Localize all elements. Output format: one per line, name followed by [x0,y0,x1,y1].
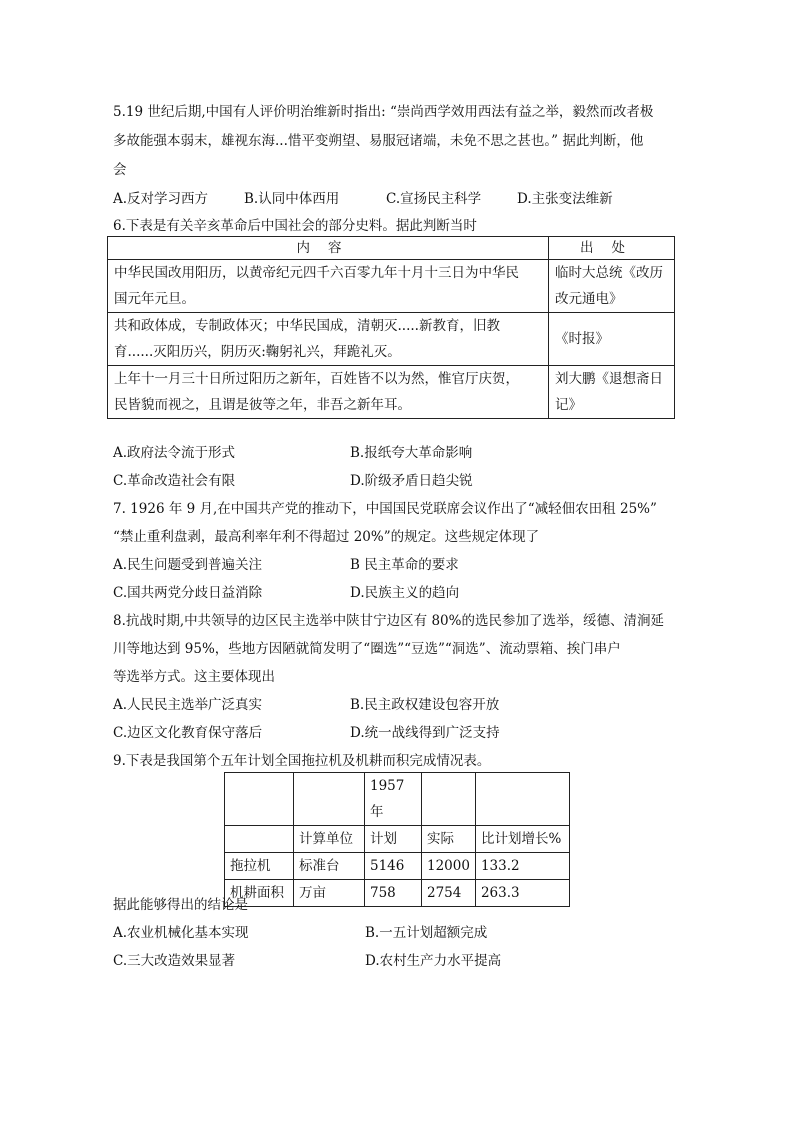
q6-row2-content-line2: 育......灭阳历兴，阴历灭:鞠躬礼兴，拜跪礼灭。 [114,344,401,360]
q9-row2-actual: 2754 [422,880,476,907]
q9-row1-item: 拖拉机 [225,853,294,880]
q6-row3-content-line2: 民皆貌而视之，且谓是彼等之年，非吾之新年耳。 [114,397,411,413]
q8-stem-line1: 8.抗战时期,中共领导的边区民主选举中陕甘宁边区有 80%的选民参加了选举，绥德、清涧延 [113,613,664,629]
table-row [225,853,570,880]
q9-option-d: D.农村生产力水平提高 [365,953,502,969]
q6-option-a: A.政府法令流于形式 [113,445,236,461]
q9-year-label: 1957 年 [365,773,422,826]
q9-stem: 9.下表是我国第个五年计划全国拖拉机及机耕而积完成情况表。 [113,753,491,769]
q9-year-blank2 [294,773,365,826]
q7-stem-line1: 7. 1926 年 9 月,在中国共产党的推动下，中国国民党联席会议作出了“减轻佃农田租 25%” [113,501,657,517]
q8-stem-line3: 等选举方式。这主要体现出 [113,669,275,685]
q6-row2-source [549,313,675,366]
q6-row3-content [108,366,549,419]
q6-row1-source-line1: 临时大总统《改历 [555,265,663,281]
q6-row1-content [108,260,549,313]
q5-option-d: D.主张变法维新 [517,191,613,207]
q5-option-c: C.宣扬民主科学 [386,191,482,207]
q6-row1-source [549,260,675,313]
q6-header-content: 内容 [108,237,549,260]
q5-stem-line2: 多故能强本弱末，雄视东海...惜平变朔望、易服冠诸端，未免不思之甚也。” 据此判断，他 [113,133,644,149]
q6-row3-source-line2: 记》 [555,397,582,413]
q6-source-table [107,236,675,419]
q6-row3-source [549,366,675,419]
q8-stem-line2: 川等地达到 95%，些地方因陋就简发明了“圈选”“豆选”“洞选”、流动票箱、挨门串户 [113,641,621,657]
q7-option-c: C.国共两党分歧日益消除 [113,585,263,601]
q5-stem-line1: 5.19 世纪后期,中国有人评价明治维新时指出: “崇尚西学效用西法有益之举，毅然而改者极 [113,104,654,120]
q7-option-b: B 民主革命的要求 [350,557,459,573]
q8-option-a: A.人民民主选举广泛真实 [113,697,263,713]
q9-option-c: C.三大改造效果显著 [113,953,236,969]
q6-table-header [108,237,675,260]
q8-option-b: B.民主政权建设包容开放 [350,697,500,713]
q9-option-b: B.一五计划超额完成 [365,925,488,941]
q6-row2-content-line1: 共和政体成，专制政体灭；中华民国成，清朝灭.....新教育，旧教 [114,318,500,334]
q9-row2-growth: 263.3 [475,880,569,907]
q9-header-blank [225,826,294,853]
q7-option-d: D.民族主义的趋向 [350,585,460,601]
q7-stem-line2: “禁止重利盘剥，最高利率年利不得超过 20%”的规定。这些规定体现了 [113,529,540,545]
q8-option-c: C.边区文化教育保守落后 [113,725,263,741]
q9-header-unit: 计算单位 [294,826,365,853]
q9-year-blank3 [422,773,476,826]
q6-row1-source-line2: 改元通电》 [555,291,623,307]
table-row [108,260,675,313]
q6-row1-content-line2: 国元年元旦。 [114,291,195,307]
q9-row1-unit: 标准台 [294,853,365,880]
q9-table-header [225,826,570,853]
q6-row2-source-line1: 《时报》 [555,331,609,347]
q9-table-year-row [225,773,570,826]
q7-option-a: A.民生问题受到普遍关注 [113,557,263,573]
q9-tractor-table [224,772,570,907]
q6-row3-source-line1: 刘大鹏《退想斋日 [555,371,663,387]
q6-row3-content-line1: 上年十一月三十日所过阳历之新年，百姓皆不以为然，惟官厅庆贺， [114,371,519,387]
q5-option-a: A.反对学习西方 [113,191,209,207]
q9-row2-plan: 758 [365,880,422,907]
q9-row2-item: 机耕面积 [225,880,294,907]
q9-year-blank1 [225,773,294,826]
q6-option-b: B.报纸夸大革命影响 [350,445,473,461]
q9-option-a: A.农业机械化基本实现 [113,925,249,941]
table-row [225,880,570,907]
q6-stem: 6.下表是有关辛亥革命后中国社会的部分史料。据此判断当时 [113,218,477,234]
q6-row1-content-line1: 中华民国改用阳历，以黄帝纪元四千六百零九年十月十三日为中华民 [114,265,519,281]
table-row [108,366,675,419]
q6-header-source: 出处 [549,237,675,260]
q9-header-growth: 比计划增长% [475,826,569,853]
q9-conclusion: 据此能够得出的结论是 [113,897,248,913]
q9-row1-growth: 133.2 [475,853,569,880]
q5-option-b: B.认同中体西用 [244,191,340,207]
q9-header-plan: 计划 [365,826,422,853]
q6-option-c: C.革命改造社会有限 [113,473,236,489]
q9-row2-unit: 万亩 [294,880,365,907]
q9-row1-actual: 12000 [422,853,476,880]
q9-row1-plan: 5146 [365,853,422,880]
q8-option-d: D.统一战线得到广泛支持 [350,725,500,741]
q6-row2-content [108,313,549,366]
q6-option-d: D.阶级矛盾日趋尖锐 [350,473,473,489]
q5-stem-line3: 会 [113,162,127,178]
q9-header-actual: 实际 [422,826,476,853]
table-row [108,313,675,366]
q9-year-blank4 [475,773,569,826]
